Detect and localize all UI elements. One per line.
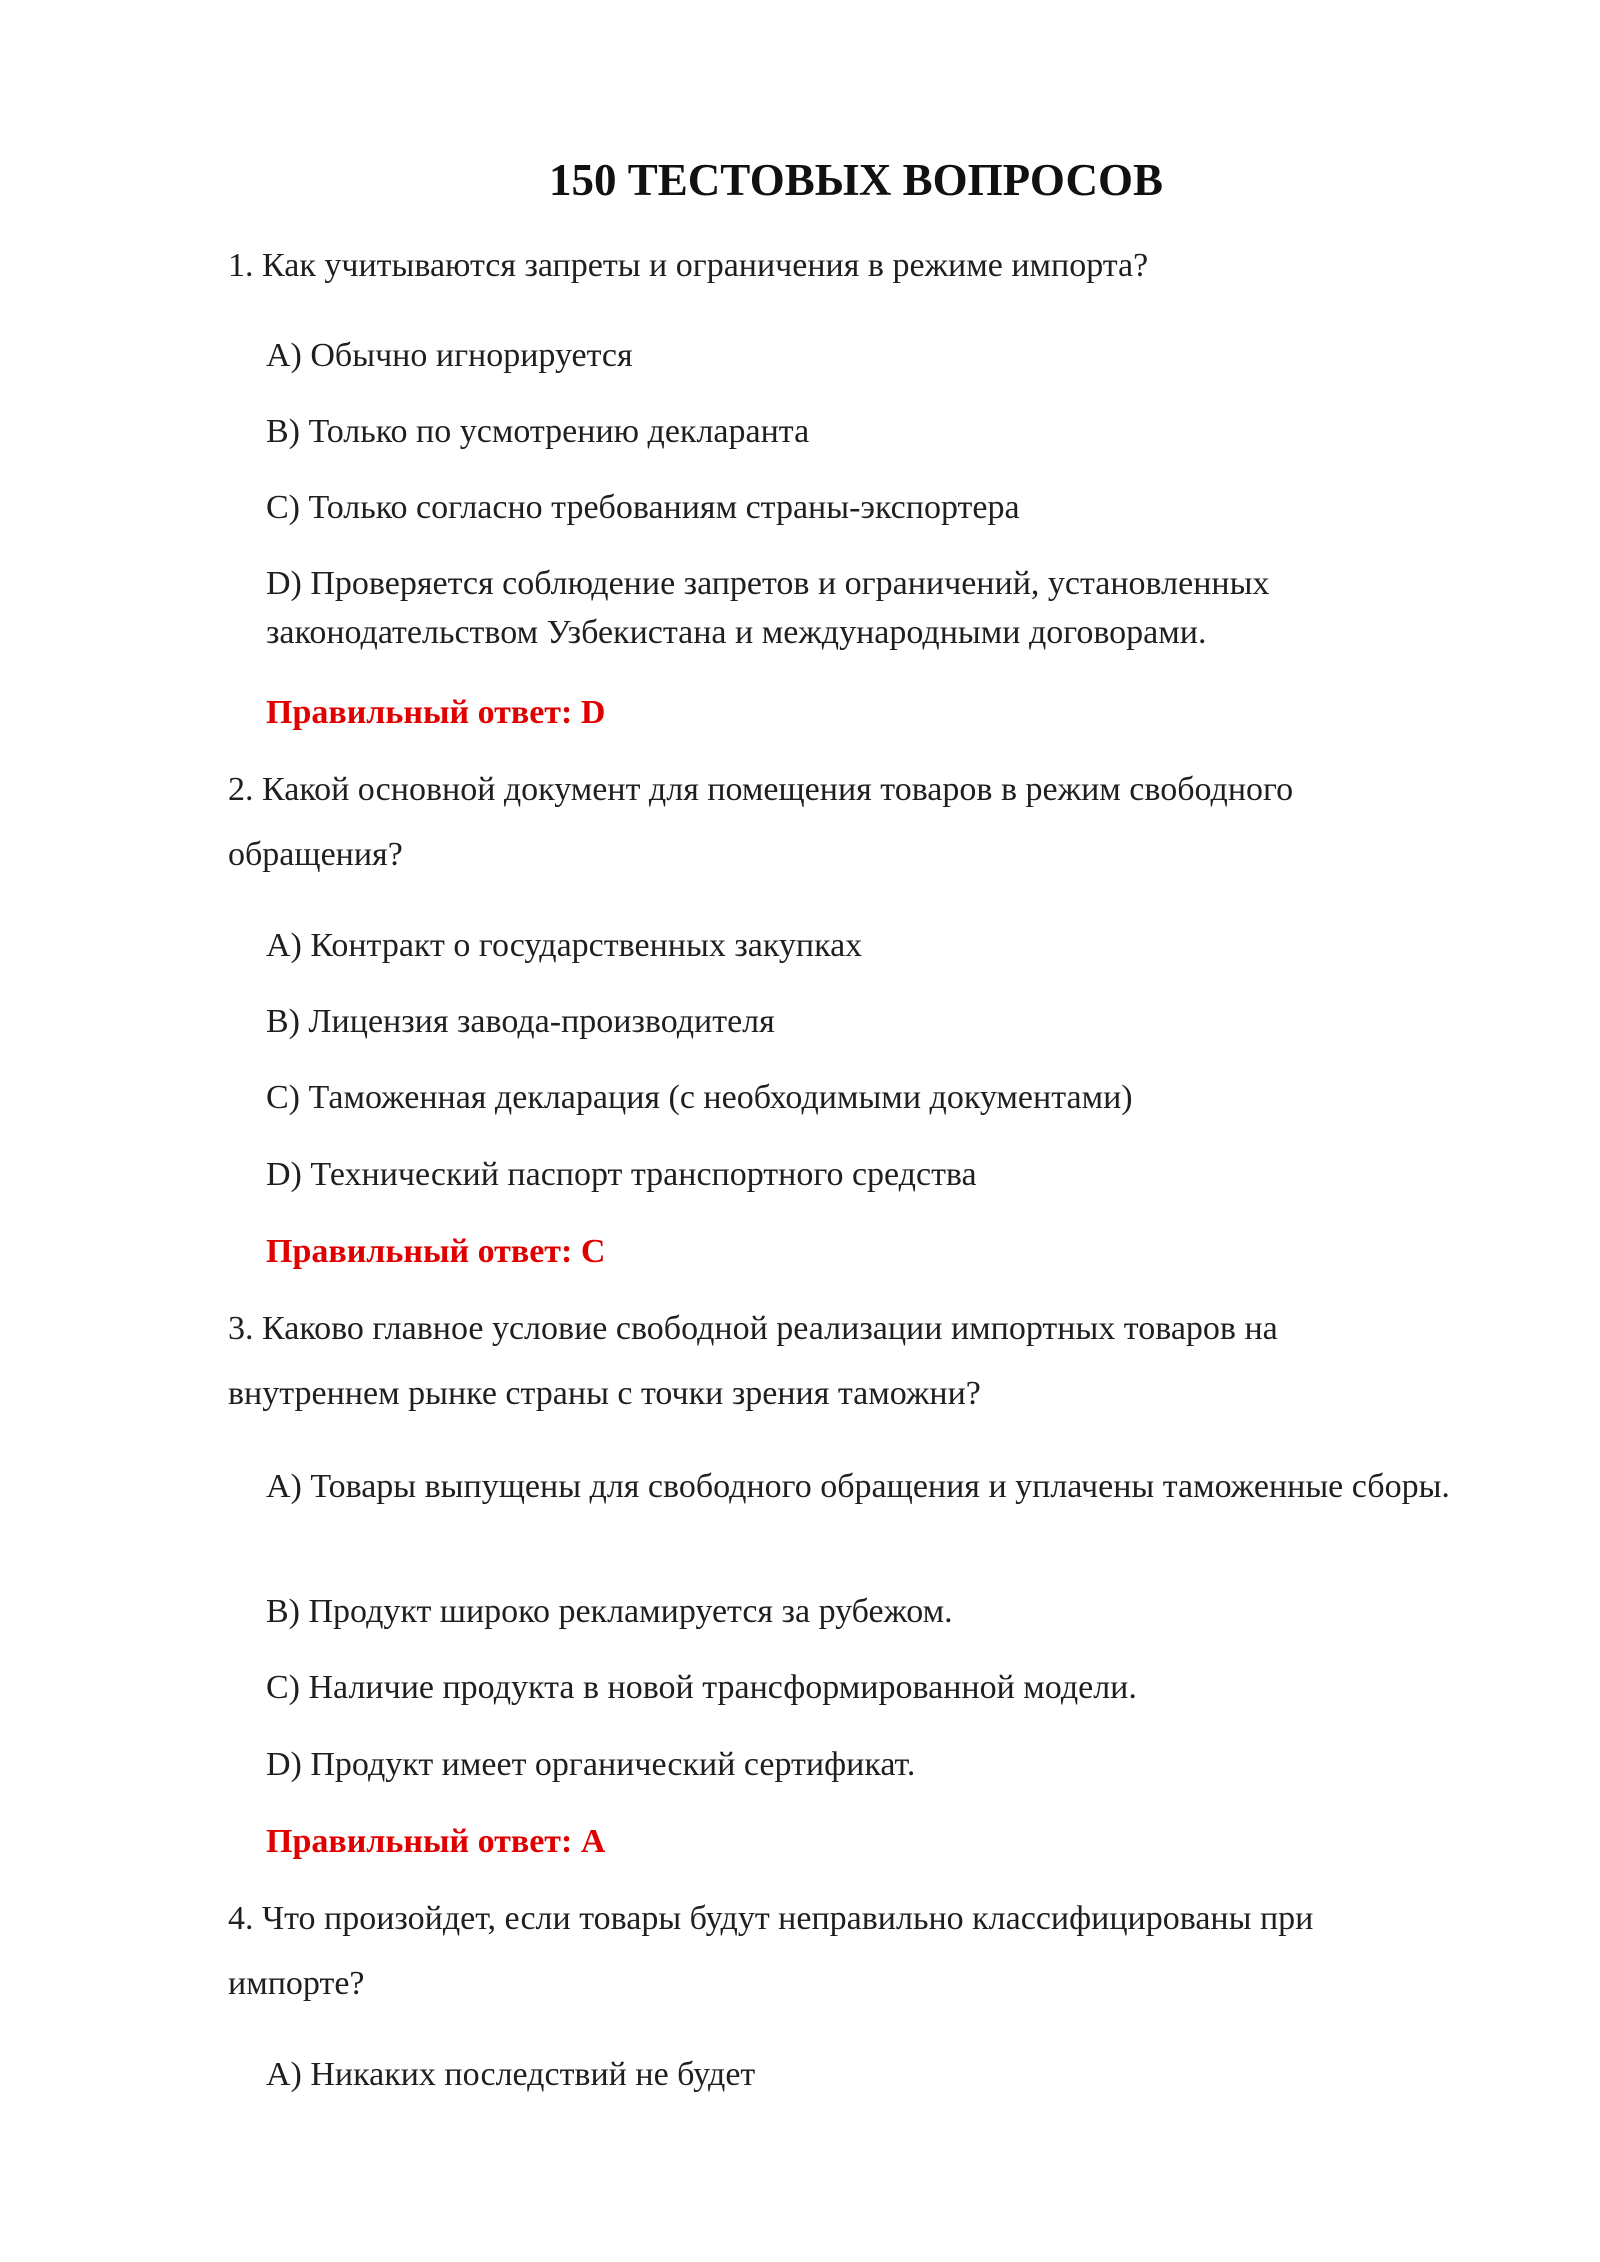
question-3-text-line-2: внутреннем рынке страны с точки зрения таможни? [228,1375,981,1412]
question-2-option-a: A) Контракт о государственных закупках [266,927,863,964]
question-2-option-d: D) Технический паспорт транспортного средства [266,1156,977,1193]
question-2-option-b: B) Лицензия завода-производителя [266,1003,775,1040]
question-1-answer: Правильный ответ: D [266,694,606,731]
question-1-option-d: D) Проверяется соблюдение запретов и ограничений, установленных законодательством Узбекистана и международными договорами. [266,565,1270,651]
question-3-text-line-1: 3. Каково главное условие свободной реализации импортных товаров на [228,1310,1278,1347]
question-3-answer: Правильный ответ: A [266,1823,606,1860]
question-3-option-a: A) Товары выпущены для свободного обращения и уплачены таможенные сборы. [266,1468,1450,1505]
question-3-option-b: B) Продукт широко рекламируется за рубежом. [266,1593,953,1630]
question-2-answer: Правильный ответ: C [266,1233,606,1270]
question-4-text-line-1: 4. Что произойдет, если товары будут неправильно классифицированы при [228,1900,1314,1937]
question-1-option-a: A) Обычно игнорируется [266,337,633,374]
question-2-option-c: C) Таможенная декларация (с необходимыми документами) [266,1079,1133,1116]
question-2-text-line-2: обращения? [228,836,403,873]
question-4-text-line-2: импорте? [228,1965,365,2002]
question-1-option-c: C) Только согласно требованиям страны-экспортера [266,489,1020,526]
question-1-text: 1. Как учитываются запреты и ограничения в режиме импорта? [228,247,1149,284]
question-4-option-a: A) Никаких последствий не будет [266,2056,756,2093]
document-title: 150 ТЕСТОВЫХ ВОПРОСОВ [549,155,1163,205]
question-1-option-b: B) Только по усмотрению декларанта [266,413,810,450]
question-2-text-line-1: 2. Какой основной документ для помещения товаров в режим свободного [228,771,1294,808]
question-3-option-c: C) Наличие продукта в новой трансформированной модели. [266,1669,1137,1706]
question-3-option-d: D) Продукт имеет органический сертификат. [266,1746,916,1783]
